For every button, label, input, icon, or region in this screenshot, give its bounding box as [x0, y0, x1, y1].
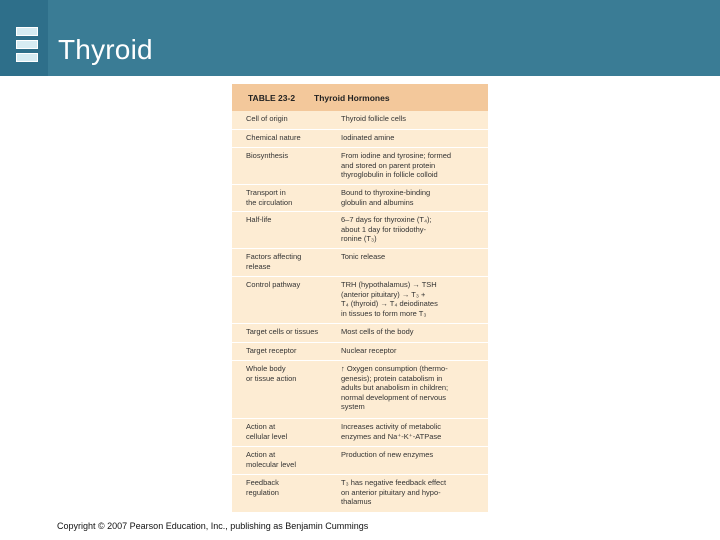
row-label: Target cells or tissues [246, 327, 319, 336]
copyright-footer: Copyright © 2007 Pearson Education, Inc., publishing as Benjamin Cummings [57, 521, 369, 531]
table-row [232, 148, 488, 185]
row-value: From iodine and tyrosine; formed and stored on parent protein thyroglobulin in follicle colloid [341, 151, 452, 179]
row-value: Iodinated amine [341, 133, 395, 142]
row-label: Half-life [246, 215, 272, 224]
thyroid-hormones-table [232, 84, 488, 512]
row-value: T₃ has negative feedback effect on anterior pituitary and hypo- thalamus [341, 478, 447, 506]
table-row [232, 419, 488, 447]
row-label: Transport in the circulation [246, 188, 293, 207]
table-number: TABLE 23-2 [248, 93, 296, 103]
row-label: Action at molecular level [246, 450, 297, 469]
row-value: Increases activity of metabolic enzymes and Na⁺-K⁺-ATPase [341, 422, 442, 441]
row-value: Tonic release [341, 252, 386, 261]
row-label: Feedback regulation [246, 478, 279, 497]
table-row [232, 361, 488, 419]
row-label: Cell of origin [246, 114, 288, 123]
row-value: Nuclear receptor [341, 346, 397, 355]
table-row [232, 185, 488, 212]
row-value: ↑ Oxygen consumption (thermo- genesis); protein catabolism in adults but anabolism in children; normal development of nervous system [341, 364, 449, 411]
row-value: Bound to thyroxine-binding globulin and albumins [341, 188, 431, 207]
row-label: Action at cellular level [246, 422, 288, 441]
row-label: Target receptor [246, 346, 297, 355]
table-row [232, 212, 488, 249]
slide-title: Thyroid [58, 34, 153, 65]
slide-header [0, 0, 720, 76]
table-title: Thyroid Hormones [314, 93, 390, 103]
row-label: Control pathway [246, 280, 301, 289]
table-row [232, 447, 488, 475]
row-value: 6–7 days for thyroxine (T₄); about 1 day for triiodothy- ronine (T₃) [341, 215, 432, 243]
table-row [232, 130, 488, 148]
table-row [232, 249, 488, 277]
row-label: Biosynthesis [246, 151, 289, 160]
table-row [232, 111, 488, 130]
table-row [232, 475, 488, 512]
row-label: Chemical nature [246, 133, 301, 142]
row-label: Whole body or tissue action [246, 364, 297, 383]
table-row [232, 324, 488, 343]
row-value: Thyroid follicle cells [341, 114, 407, 123]
row-label: Factors affecting release [246, 252, 302, 271]
row-value: Production of new enzymes [341, 450, 434, 459]
stacked-layers-icon [16, 27, 38, 63]
table-row [232, 277, 488, 324]
row-value: TRH (hypothalamus) → TSH (anterior pituitary) → T₃ + T₄ (thyroid) → T₄ deiodinates in tissues to form more T₃ [341, 280, 438, 318]
table-row [232, 343, 488, 361]
header-accent-bar [0, 0, 48, 76]
row-value: Most cells of the body [341, 327, 414, 336]
table-header [232, 84, 488, 111]
